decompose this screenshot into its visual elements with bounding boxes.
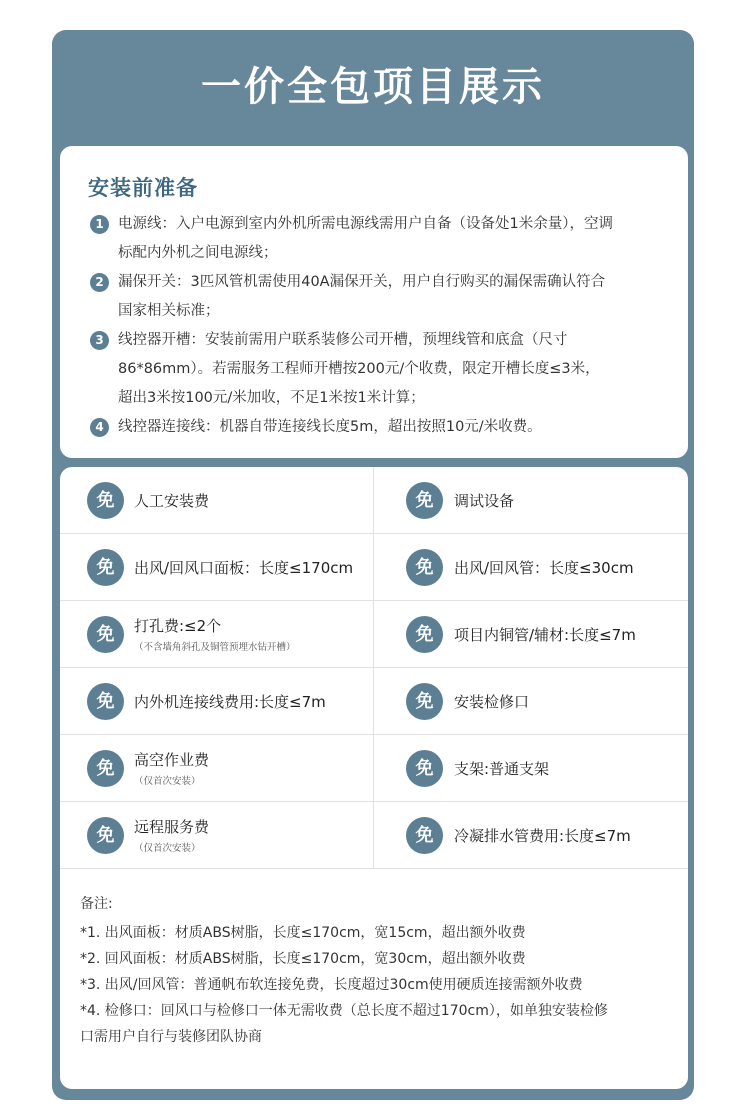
- free-item-label: 冷凝排水管费用:长度≤7m: [454, 826, 631, 845]
- free-badge-icon: 免: [87, 616, 124, 653]
- prep-item: [90, 210, 670, 268]
- prep-card: [60, 146, 688, 458]
- prep-line: 86*86mm）。若需服务工程师开槽按200元/个收费，限定开槽长度≤3米，: [118, 361, 600, 377]
- prep-line: 国家相关标准；: [118, 303, 220, 319]
- free-item-label: 调试设备: [454, 491, 515, 510]
- free-item-note: （仅首次安装）: [134, 776, 201, 787]
- number-4-icon: 4: [90, 418, 109, 437]
- free-items-row: [60, 601, 688, 668]
- number-3-icon: 3: [90, 331, 109, 350]
- number-2-icon: 2: [90, 273, 109, 292]
- notes-section: [80, 891, 670, 1050]
- free-badge-icon: 免: [87, 549, 124, 586]
- prep-item: [90, 268, 670, 326]
- note-line: 口需用户自行与装修团队协商: [80, 1029, 262, 1045]
- free-badge-icon: 免: [87, 683, 124, 720]
- free-item: [60, 601, 374, 667]
- prep-line: 电源线：入户电源到室内外机所需电源线需用户自备（设备处1米余量），空调: [118, 216, 613, 232]
- free-badge-icon: 免: [87, 750, 124, 787]
- free-badge-icon: 免: [87, 482, 124, 519]
- free-item: [60, 467, 374, 533]
- free-item: [374, 735, 688, 801]
- prep-line: 线控器开槽：安装前需用户联系装修公司开槽，预埋线管和底盒（尺寸: [118, 332, 568, 348]
- free-items-row: [60, 802, 688, 869]
- free-item: [374, 534, 688, 600]
- free-item: [60, 735, 374, 801]
- free-item-label: 高空作业费: [134, 751, 210, 769]
- free-items-grid: [60, 467, 688, 869]
- free-badge-icon: 免: [406, 750, 443, 787]
- free-item-label: 内外机连接线费用:长度≤7m: [134, 692, 326, 711]
- free-item: [60, 802, 374, 868]
- free-item-label: 人工安装费: [134, 491, 210, 510]
- free-items-row: [60, 668, 688, 735]
- note-line: *4. 检修口：回风口与检修口一体无需收费（总长度不超过170cm），如单独安装检修: [80, 1003, 608, 1019]
- prep-line: 线控器连接线：机器自带连接线长度5m，超出按照10元/米收费。: [118, 419, 542, 435]
- free-items-row: [60, 467, 688, 534]
- free-item-label: 远程服务费: [134, 818, 210, 836]
- free-item-label: 安装检修口: [454, 692, 530, 711]
- free-item: [374, 601, 688, 667]
- free-badge-icon: 免: [406, 549, 443, 586]
- free-item-note: （不含墙角斜孔及铜管预埋水钻开槽）: [134, 642, 296, 653]
- free-item-label: 出风/回风管：长度≤30cm: [454, 558, 634, 577]
- free-items-row: [60, 534, 688, 601]
- free-item-note: （仅首次安装）: [134, 843, 201, 854]
- free-item: [60, 534, 374, 600]
- free-item: [374, 668, 688, 734]
- page-title: 一价全包项目展示: [201, 64, 545, 110]
- free-items-card: [60, 467, 688, 1089]
- prep-line: 标配内外机之间电源线；: [118, 245, 278, 261]
- free-badge-icon: 免: [406, 482, 443, 519]
- free-item-label: 支架:普通支架: [454, 759, 550, 778]
- free-badge-icon: 免: [406, 817, 443, 854]
- note-line: *2. 回风面板：材质ABS树脂，长度≤170cm，宽30cm，超出额外收费: [80, 951, 526, 967]
- free-item-label: 打孔费:≤2个: [134, 617, 222, 635]
- free-items-row: [60, 735, 688, 802]
- prep-list: [90, 210, 670, 442]
- free-item-label: 项目内铜管/辅材:长度≤7m: [454, 625, 636, 644]
- notes-heading: 备注:: [80, 896, 113, 912]
- free-item-label: 出风/回风口面板：长度≤170cm: [134, 558, 354, 577]
- free-badge-icon: 免: [87, 817, 124, 854]
- prep-line: 超出3米按100元/米加收，不足1米按1米计算；: [118, 390, 425, 406]
- note-line: *3. 出风/回风管：普通帆布软连接免费，长度超过30cm使用硬质连接需额外收费: [80, 977, 583, 993]
- number-1-icon: 1: [90, 215, 109, 234]
- prep-heading: 安装前准备: [88, 176, 198, 200]
- free-item: [374, 467, 688, 533]
- free-badge-icon: 免: [406, 616, 443, 653]
- free-item: [374, 802, 688, 868]
- note-line: *1. 出风面板：材质ABS树脂，长度≤170cm，宽15cm，超出额外收费: [80, 925, 526, 941]
- prep-item: [90, 413, 670, 442]
- free-item: [60, 668, 374, 734]
- free-badge-icon: 免: [406, 683, 443, 720]
- prep-line: 漏保开关：3匹风管机需使用40A漏保开关，用户自行购买的漏保需确认符合: [118, 274, 606, 290]
- prep-item: [90, 326, 670, 413]
